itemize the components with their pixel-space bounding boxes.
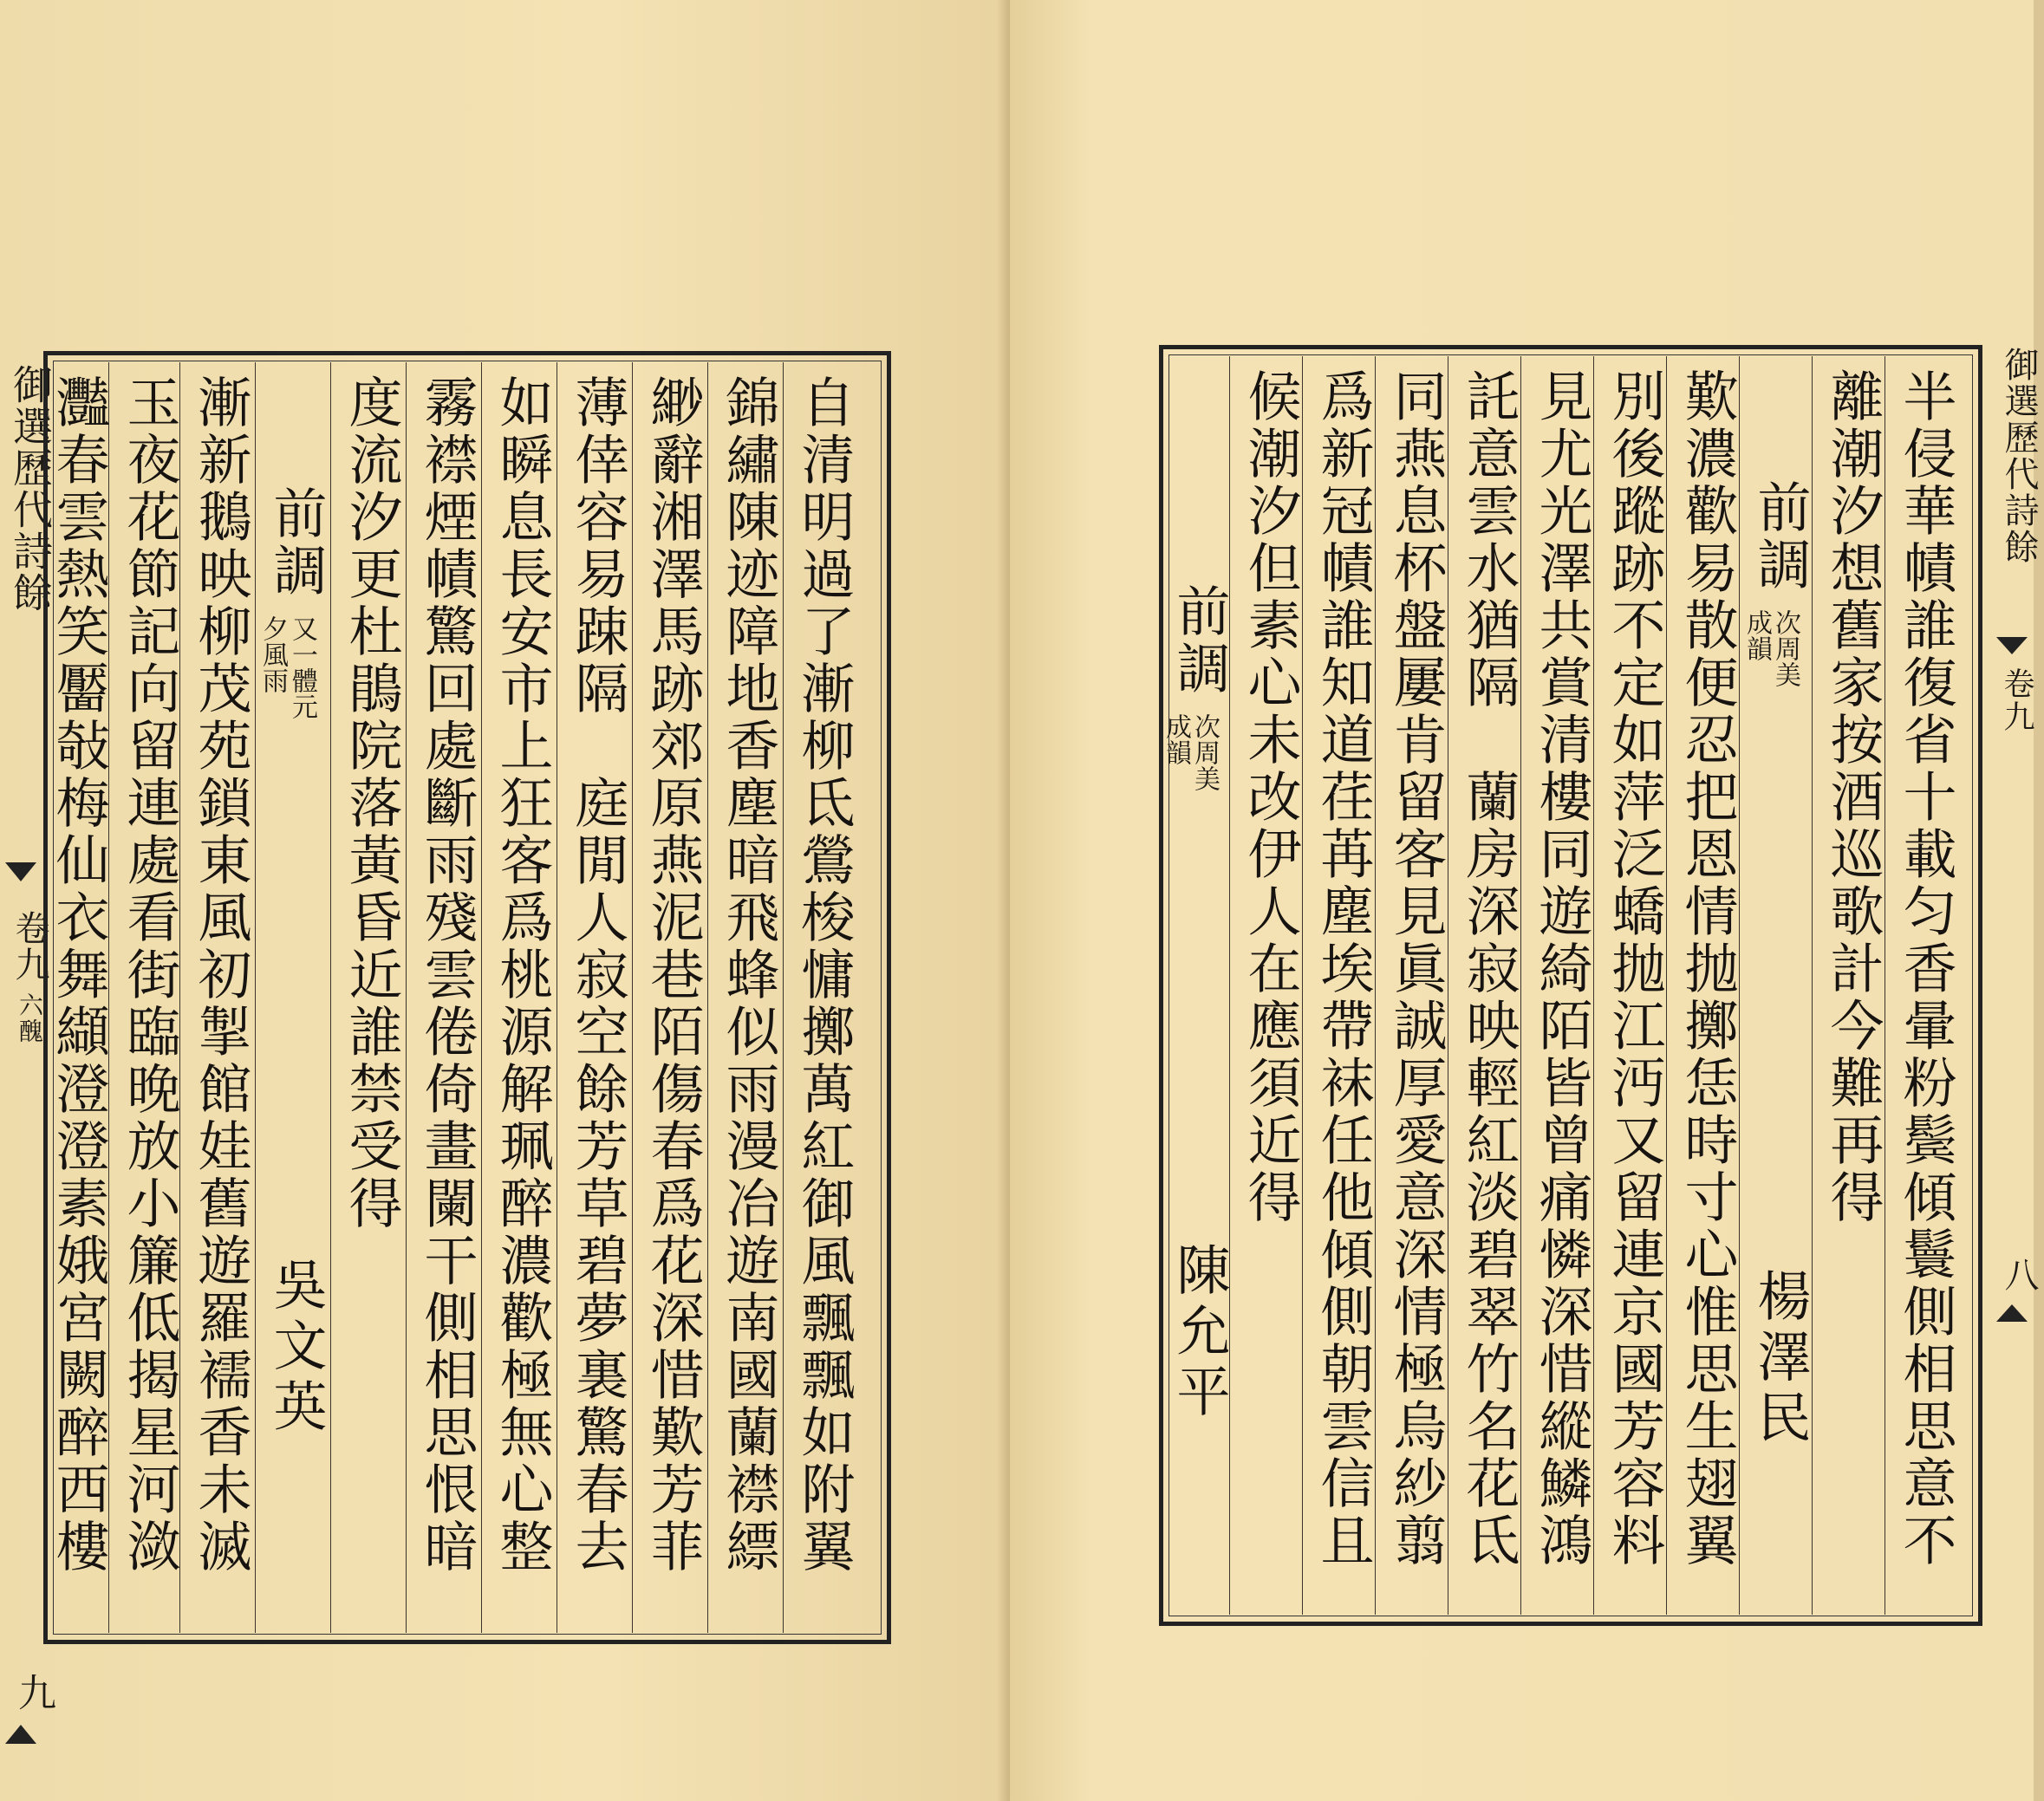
left-col-12: 灩春雲熱笑靨敧梅仙衣舞纈澄澄素娥宮闕醉西樓: [47, 374, 110, 1576]
left-rule-3: [632, 362, 633, 1633]
right-tune2-note-2: 成韻: [1161, 713, 1191, 765]
left-rule-1: [783, 362, 784, 1633]
right-col-9: 爲新冠幘誰知道荏苒塵埃帶袜任他傾側朝雲信且: [1312, 368, 1375, 1570]
right-col-2: 離潮汐想舊家按酒巡歌計今難再得: [1821, 368, 1885, 1226]
right-page: [1010, 0, 2039, 1801]
right-margin-page-no: 八: [1999, 1257, 2039, 1293]
right-rule-10: [1229, 356, 1230, 1615]
left-margin-juan: 卷九: [10, 910, 49, 983]
right-tune1-note-1: 次周美: [1770, 609, 1800, 687]
right-author-1: 楊澤民: [1748, 1268, 1812, 1450]
left-tune-title: 前調: [264, 485, 328, 600]
right-fish-tail-bottom: [1996, 1304, 2028, 1322]
left-author: 吳文英: [264, 1257, 328, 1439]
right-tune-title-2: 前調: [1168, 583, 1231, 698]
left-margin-title: 御選歷代詩餘: [7, 364, 54, 614]
left-rule-5: [481, 362, 482, 1633]
left-rule-6: [406, 362, 407, 1633]
right-tune1-note-2: 成韻: [1741, 609, 1772, 661]
right-margin-title: 御選歷代詩餘: [1999, 347, 2039, 565]
left-col-6: 霧襟煙幘驚回處斷雨殘雲倦倚畫闌干側相思恨暗: [415, 374, 478, 1576]
right-rule-4: [1666, 356, 1667, 1615]
left-fish-tail-bottom: [5, 1725, 36, 1744]
right-rule-6: [1520, 356, 1521, 1615]
left-col-3: 緲辭湘澤馬跡郊原燕泥巷陌傷春爲花深惜歎芳菲: [641, 374, 705, 1576]
left-tune-note-2: 夕風雨: [257, 615, 288, 693]
left-rule-7: [330, 362, 331, 1633]
left-col-7: 度流汐更杜鵑院落黃昏近誰禁受得: [340, 374, 403, 1232]
right-rule-9: [1302, 356, 1303, 1615]
right-author-2: 陳允平: [1168, 1242, 1231, 1424]
left-col-4: 薄倖容易踈隔 庭閒人寂空餘芳草碧夢裏驚春去: [566, 374, 629, 1576]
right-rule-5: [1593, 356, 1594, 1615]
right-col-5: 別後蹤跡不定如萍泛蟜抛江沔又留連京國芳容料: [1603, 368, 1666, 1570]
right-col-7: 託意雲水猶隔 蘭房深寂映輕紅淡碧翠竹名花氐: [1457, 368, 1520, 1570]
left-fish-tail-top: [5, 862, 36, 881]
left-col-10: 漸新鵝映柳茂苑鎖東風初掣館娃舊遊羅襦香未滅: [189, 374, 252, 1576]
right-rule-2: [1812, 356, 1813, 1615]
left-col-2: 錦繡陳迹障地香塵暗飛蜂似雨漫冶遊南國蘭襟縹: [717, 374, 780, 1576]
left-rule-8: [255, 362, 256, 1633]
left-tune-note-1: 又一體元: [287, 615, 317, 719]
right-col-10: 候潮汐但素心未改伊人在應須近得: [1239, 368, 1302, 1226]
right-rule-8: [1375, 356, 1376, 1615]
right-fish-tail-top: [1996, 637, 2028, 654]
right-text-frame: [1159, 345, 1982, 1626]
left-text-frame: [43, 351, 891, 1644]
right-tune-title-1: 前調: [1748, 479, 1812, 594]
right-tune2-note-1: 次周美: [1189, 713, 1220, 791]
right-col-1: 半侵華幘誰復省十載匀香暈粉鬓傾鬟側相思意不: [1894, 368, 1957, 1570]
left-col-11: 玉夜花節記向留連處看街臨晚放小簾低揭星河潋: [118, 374, 181, 1576]
left-rule-2: [707, 362, 708, 1633]
right-col-8: 同燕息杯盤屢肯留客見眞誠厚愛意深情極烏紗翦: [1384, 368, 1448, 1570]
right-rule-3: [1739, 356, 1740, 1615]
left-col-5: 如瞬息長安市上狂客爲桃源解珮醉濃歡極無心整: [491, 374, 554, 1576]
right-margin-juan: 卷九: [1999, 667, 2034, 733]
left-margin-page-no: 九: [11, 1673, 55, 1713]
left-col-1: 自清明過了漸柳氐鶯梭慵擲萬紅御風飄飄如附翼: [792, 374, 856, 1576]
right-col-4: 歎濃歡易散便忍把恩情抛擲恁時寸心惟思生翅翼: [1676, 368, 1739, 1570]
left-margin-tune: 六醜: [16, 992, 44, 1044]
left-page: [0, 0, 1010, 1801]
right-col-6: 見尤光澤共賞清樓同遊綺陌皆曾痛憐深惜縱鱗鴻: [1530, 368, 1593, 1570]
